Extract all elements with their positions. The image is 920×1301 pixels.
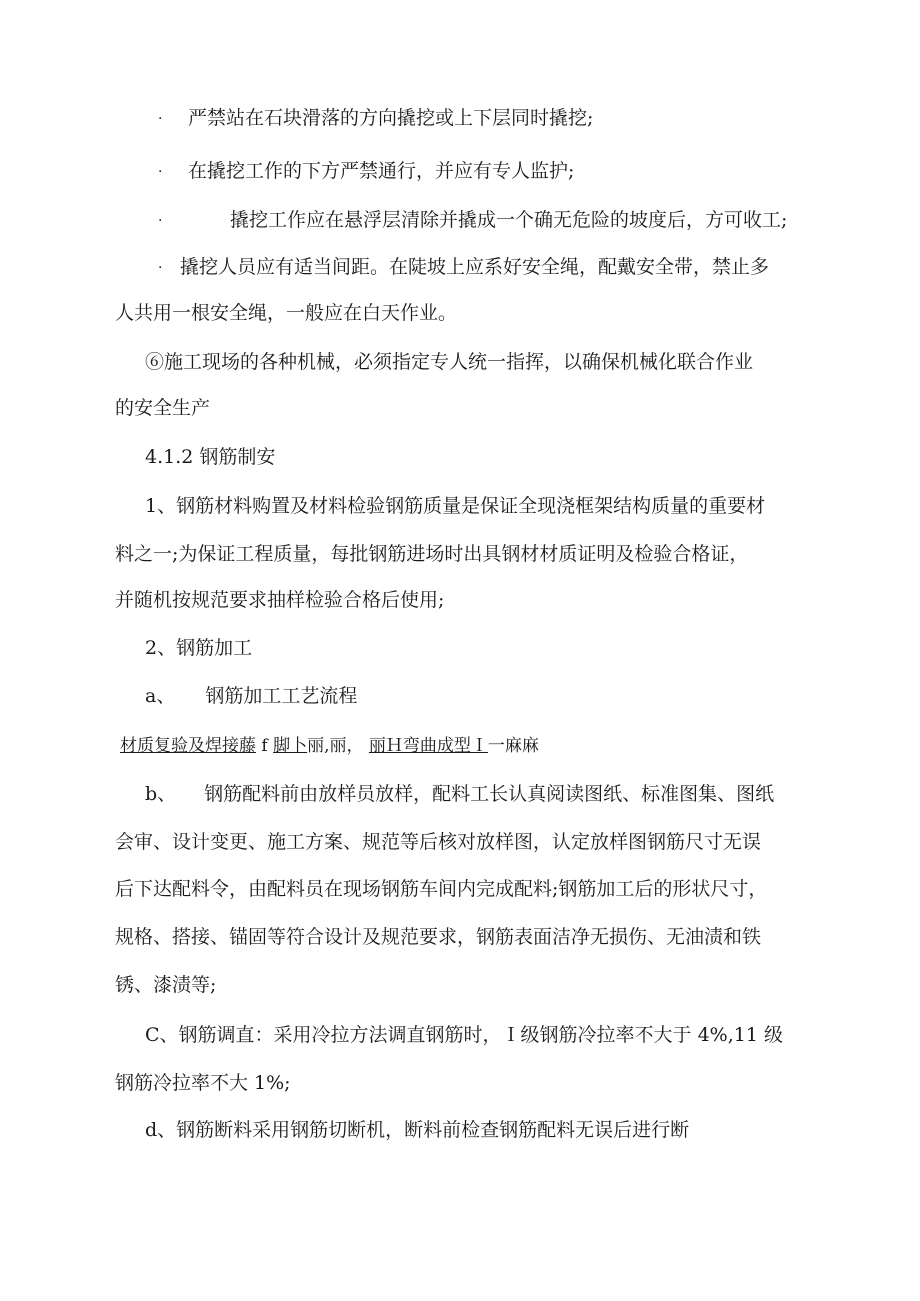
bullet-item-4: [158, 254, 769, 281]
flow-part-1: 材质复验及焊接藤: [120, 736, 256, 756]
process-flow-line: [120, 733, 539, 759]
item-b-line-4: 规格、搭接、锚固等符合设计及规范要求，钢筋表面洁净无损伤、无油渍和铁: [115, 926, 762, 948]
item-a: [145, 683, 357, 709]
item-a-label: a、: [145, 685, 176, 707]
bullet-dot: ·: [158, 213, 163, 229]
item-a-text: 钢筋加工工艺流程: [205, 685, 358, 707]
para-1-line-2: 料之一;为保证工程质量，每批钢筋进场时出具钢材材质证明及检验合格证，: [115, 543, 749, 565]
item-b-line-5: 锈、漆渍等;: [115, 974, 217, 996]
section-heading: 4.1.2 钢筋制安: [145, 446, 276, 468]
flow-part-5: 丽Ｈ弯曲成型Ｉ: [368, 736, 488, 756]
bullet-text: 撬挖工作应在悬浮层清除并撬成一个确无危险的坡度后，方可收工;: [230, 209, 788, 231]
item-6-line-2: 的安全生产: [115, 397, 211, 419]
bullet-dot: ·: [158, 260, 163, 276]
item-d-line-1: d、钢筋断料采用钢筋切断机，断料前检查钢筋配料无误后进行断: [145, 1119, 690, 1141]
flow-part-2: f: [261, 736, 268, 756]
flow-part-6: 一麻麻: [487, 736, 539, 756]
flow-part-4: 丽,丽，: [307, 736, 364, 756]
flow-part-3: 脚卜: [273, 736, 308, 756]
bullet-text: 撬挖人员应有适当间距。在陡坡上应系好安全绳，配戴安全带，禁止多: [180, 256, 770, 278]
bullet-item-4-continuation: 人共用一根安全绳，一般应在白天作业。: [115, 302, 458, 324]
item-b-line-3: 后下达配料令，由配料员在现场钢筋车间内完成配料;钢筋加工后的形状尺寸，: [115, 878, 768, 900]
item-b-line-2: 会审、设计变更、施工方案、规范等后核对放样图，认定放样图钢筋尺寸无误: [115, 831, 762, 853]
bullet-text: 严禁站在石块滑落的方向撬挖或上下层同时撬挖;: [188, 107, 594, 129]
item-c-line-2: 钢筋冷拉率不大 1%;: [115, 1072, 291, 1094]
item-6-line-1: ⑥施工现场的各种机械，必须指定专人统一指挥，以确保机械化联合作业: [145, 351, 754, 373]
bullet-dot: ·: [158, 111, 163, 127]
item-c-line-1: C、钢筋调直：采用冷拉方法调直钢筋时，Ｉ级钢筋冷拉率不大于 4%,11 级: [145, 1024, 783, 1046]
bullet-text: 在撬挖工作的下方严禁通行，并应有专人监护;: [188, 160, 575, 182]
para-2-heading: 2、钢筋加工: [145, 637, 253, 659]
item-b-line-1: [145, 781, 774, 807]
bullet-dot: ·: [158, 164, 163, 180]
para-1-line-3: 并随机按规范要求抽样检验合格后使用;: [115, 589, 445, 611]
item-b-text: 钢筋配料前由放样员放样，配料工长认真阅读图纸、标准图集、图纸: [204, 783, 775, 805]
item-b-label: b、: [145, 783, 177, 805]
para-1-line-1: 1、钢筋材料购置及材料检验钢筋质量是保证全现浇框架结构质量的重要材: [145, 495, 766, 517]
bullet-item-2: [158, 158, 574, 185]
bullet-item-1: [158, 105, 593, 132]
bullet-item-3: [158, 207, 787, 234]
